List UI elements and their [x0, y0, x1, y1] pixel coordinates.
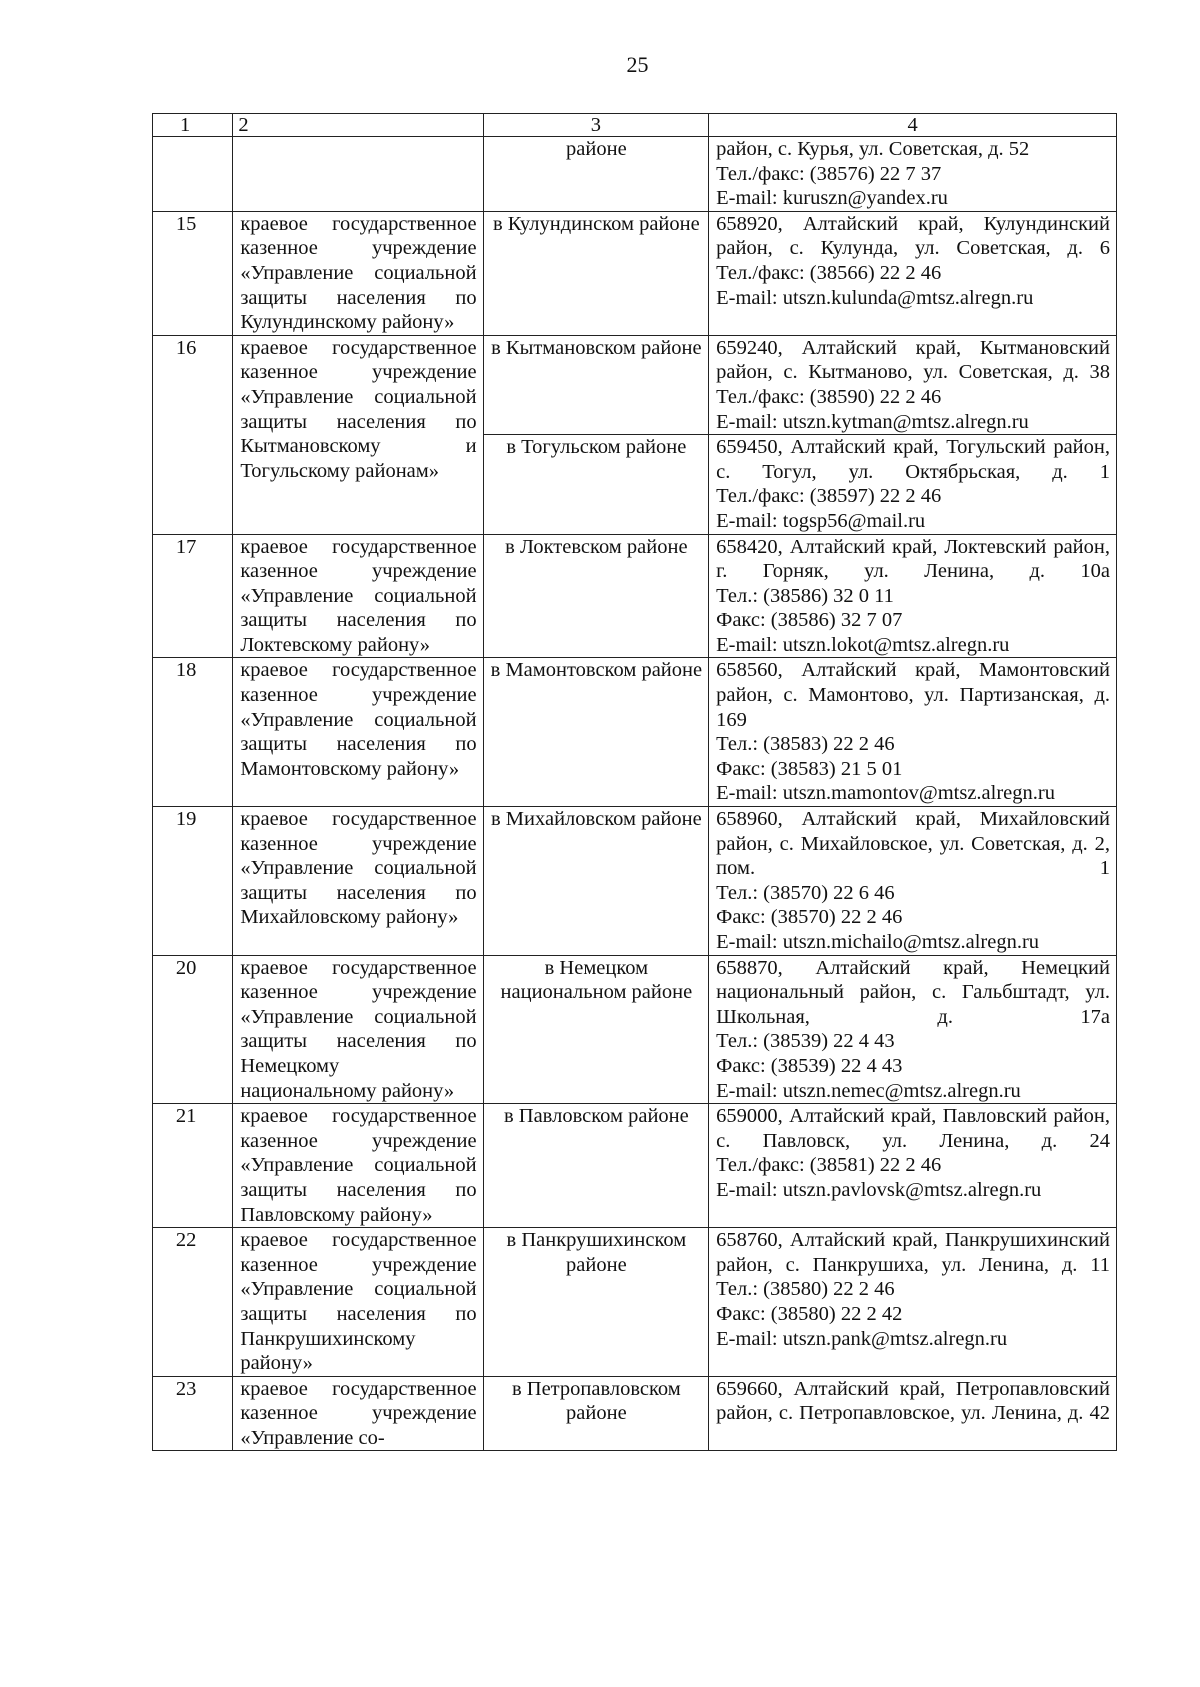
table-row — [153, 335, 1117, 434]
column-header-3: 3 — [483, 114, 709, 137]
fax: Факс: (38586) 32 7 07 — [716, 609, 903, 632]
address-contacts — [709, 335, 1117, 434]
address: 659660, Алтайский край, Петропавловский район, с. Петропавловское, ул. Ленина, д. 42 — [716, 1377, 1110, 1425]
fax: Факс: (38583) 21 5 01 — [716, 757, 903, 780]
institution-name: краевое государственное казенное учреждение «Управление социальной защиты населения по Панкрушихинскому району» — [233, 1228, 483, 1377]
district-name: в Немецком национальном районе — [483, 955, 709, 1104]
address: 659000, Алтайский край, Павловский район, с. Павловск, ул. Ленина, д. 24 — [716, 1105, 1110, 1152]
institution-name: краевое государственное казенное учреждение «Управление социальной защиты населения по Кытмановскому и Тогульскому районам» — [233, 335, 483, 534]
fax: Факс: (38580) 22 2 42 — [716, 1302, 903, 1325]
email: E-mail: utszn.pank@mtsz.alregn.ru — [716, 1327, 1008, 1350]
email: E-mail: togsp56@mail.ru — [716, 509, 926, 532]
fax: Факс: (38539) 22 4 43 — [716, 1054, 903, 1077]
phone: Тел./факс: (38597) 22 2 46 — [716, 485, 942, 508]
address: 658560, Алтайский край, Мамонтовский район, с. Мамонтово, ул. Партизанская, д. 169 — [716, 659, 1110, 731]
address: район, с. Курья, ул. Советская, д. 52 — [716, 138, 1030, 160]
address-contacts — [709, 137, 1117, 212]
table-row — [153, 534, 1117, 658]
table-row — [153, 658, 1117, 807]
address-contacts — [709, 534, 1117, 658]
phone: Тел.: (38570) 22 6 46 — [716, 881, 895, 904]
fax: Факс: (38570) 22 2 46 — [716, 906, 903, 929]
email: E-mail: utszn.kytman@mtsz.alregn.ru — [716, 410, 1029, 433]
row-number: 21 — [153, 1104, 233, 1228]
row-number: 18 — [153, 658, 233, 807]
address: 658960, Алтайский край, Михайловский район, с. Михайловское, ул. Советская, д. 2, пом. 1 — [716, 808, 1110, 880]
email: E-mail: utszn.mamontov@mtsz.alregn.ru — [716, 782, 1055, 805]
phone: Тел./факс: (38566) 22 2 46 — [716, 261, 942, 284]
address: 659240, Алтайский край, Кытмановский район, с. Кытманово, ул. Советская, д. 38 — [716, 336, 1110, 384]
district-name: в Тогульском районе — [483, 435, 709, 534]
address-contacts — [709, 1228, 1117, 1377]
institution-name: краевое государственное казенное учреждение «Управление со- — [233, 1376, 483, 1451]
column-header-4: 4 — [709, 114, 1117, 137]
institution-name — [233, 137, 483, 212]
email: E-mail: kuruszn@yandex.ru — [716, 187, 948, 210]
institution-name: краевое государственное казенное учреждение «Управление социальной защиты населения по Немецкому национальному району» — [233, 955, 483, 1104]
row-number: 19 — [153, 807, 233, 956]
table-row — [153, 1104, 1117, 1228]
row-number — [153, 137, 233, 212]
table-row — [153, 137, 1117, 212]
address-contacts — [709, 1104, 1117, 1228]
institution-name: краевое государственное казенное учреждение «Управление социальной защиты населения по Мамонтовскому району» — [233, 658, 483, 807]
phone: Тел./факс: (38581) 22 2 46 — [716, 1154, 942, 1177]
district-name: в Мамонтовском районе — [483, 658, 709, 807]
phone: Тел.: (38583) 22 2 46 — [716, 733, 895, 756]
district-name: в Панкрушихинском районе — [483, 1228, 709, 1377]
address: 659450, Алтайский край, Тогульский район, с. Тогул, ул. Октябрьская, д. 1 — [716, 436, 1110, 483]
institution-name: краевое государственное казенное учреждение «Управление социальной защиты населения по Михайловскому району» — [233, 807, 483, 956]
address-contacts — [709, 807, 1117, 956]
row-number: 17 — [153, 534, 233, 658]
address: 658760, Алтайский край, Панкрушихинский район, с. Панкрушиха, ул. Ленина, д. 11 — [716, 1229, 1110, 1276]
row-number: 20 — [153, 955, 233, 1104]
column-header-2: 2 — [233, 114, 483, 137]
row-number: 16 — [153, 335, 233, 534]
district-name: в Петропавловском районе — [483, 1376, 709, 1451]
institution-name: краевое государственное казенное учреждение «Управление социальной защиты населения по Павловскому району» — [233, 1104, 483, 1228]
district-name: в Михайловском районе — [483, 807, 709, 956]
address-contacts — [709, 211, 1117, 335]
email: E-mail: utszn.nemec@mtsz.alregn.ru — [716, 1079, 1021, 1102]
column-header-1: 1 — [153, 114, 233, 137]
email: E-mail: utszn.pavlovsk@mtsz.alregn.ru — [716, 1178, 1042, 1201]
institution-name: краевое государственное казенное учреждение «Управление социальной защиты населения по Кулундинскому району» — [233, 211, 483, 335]
district-name: в Кытмановском районе — [483, 335, 709, 434]
district-name: в Локтевском районе — [483, 534, 709, 658]
address: 658420, Алтайский край, Локтевский район, г. Горняк, ул. Ленина, д. 10а — [716, 535, 1110, 583]
address-contacts — [709, 955, 1117, 1104]
table-row — [153, 807, 1117, 956]
row-number: 23 — [153, 1376, 233, 1451]
phone: Тел.: (38539) 22 4 43 — [716, 1030, 895, 1053]
address-contacts — [709, 435, 1117, 534]
phone: Тел.: (38580) 22 2 46 — [716, 1278, 895, 1301]
table-header-row — [153, 114, 1117, 137]
table-row — [153, 955, 1117, 1104]
table-row — [153, 1228, 1117, 1377]
phone: Тел./факс: (38590) 22 2 46 — [716, 385, 942, 408]
phone: Тел./факс: (38576) 22 7 37 — [716, 162, 942, 185]
table-row — [153, 1376, 1117, 1451]
table-row — [153, 211, 1117, 335]
row-number: 15 — [153, 211, 233, 335]
district-name: в Кулундинском районе — [483, 211, 709, 335]
address: 658920, Алтайский край, Кулундинский район, с. Кулунда, ул. Советская, д. 6 — [716, 212, 1110, 260]
row-number: 22 — [153, 1228, 233, 1377]
district-name: в Павловском районе — [483, 1104, 709, 1228]
district-name: районе — [483, 137, 709, 212]
email: E-mail: utszn.michailo@mtsz.alregn.ru — [716, 931, 1040, 953]
address-contacts — [709, 1376, 1117, 1451]
email: E-mail: utszn.lokot@mtsz.alregn.ru — [716, 633, 1010, 656]
address-contacts — [709, 658, 1117, 807]
page-number: 25 — [626, 52, 649, 77]
institutions-table — [152, 113, 1117, 1451]
phone: Тел.: (38586) 32 0 11 — [716, 584, 894, 607]
institution-name: краевое государственное казенное учреждение «Управление социальной защиты населения по Локтевскому району» — [233, 534, 483, 658]
email: E-mail: utszn.kulunda@mtsz.alregn.ru — [716, 286, 1034, 309]
address: 658870, Алтайский край, Немецкий национальный район, с. Гальбштадт, ул. Школьная, д. 17а — [716, 956, 1110, 1028]
